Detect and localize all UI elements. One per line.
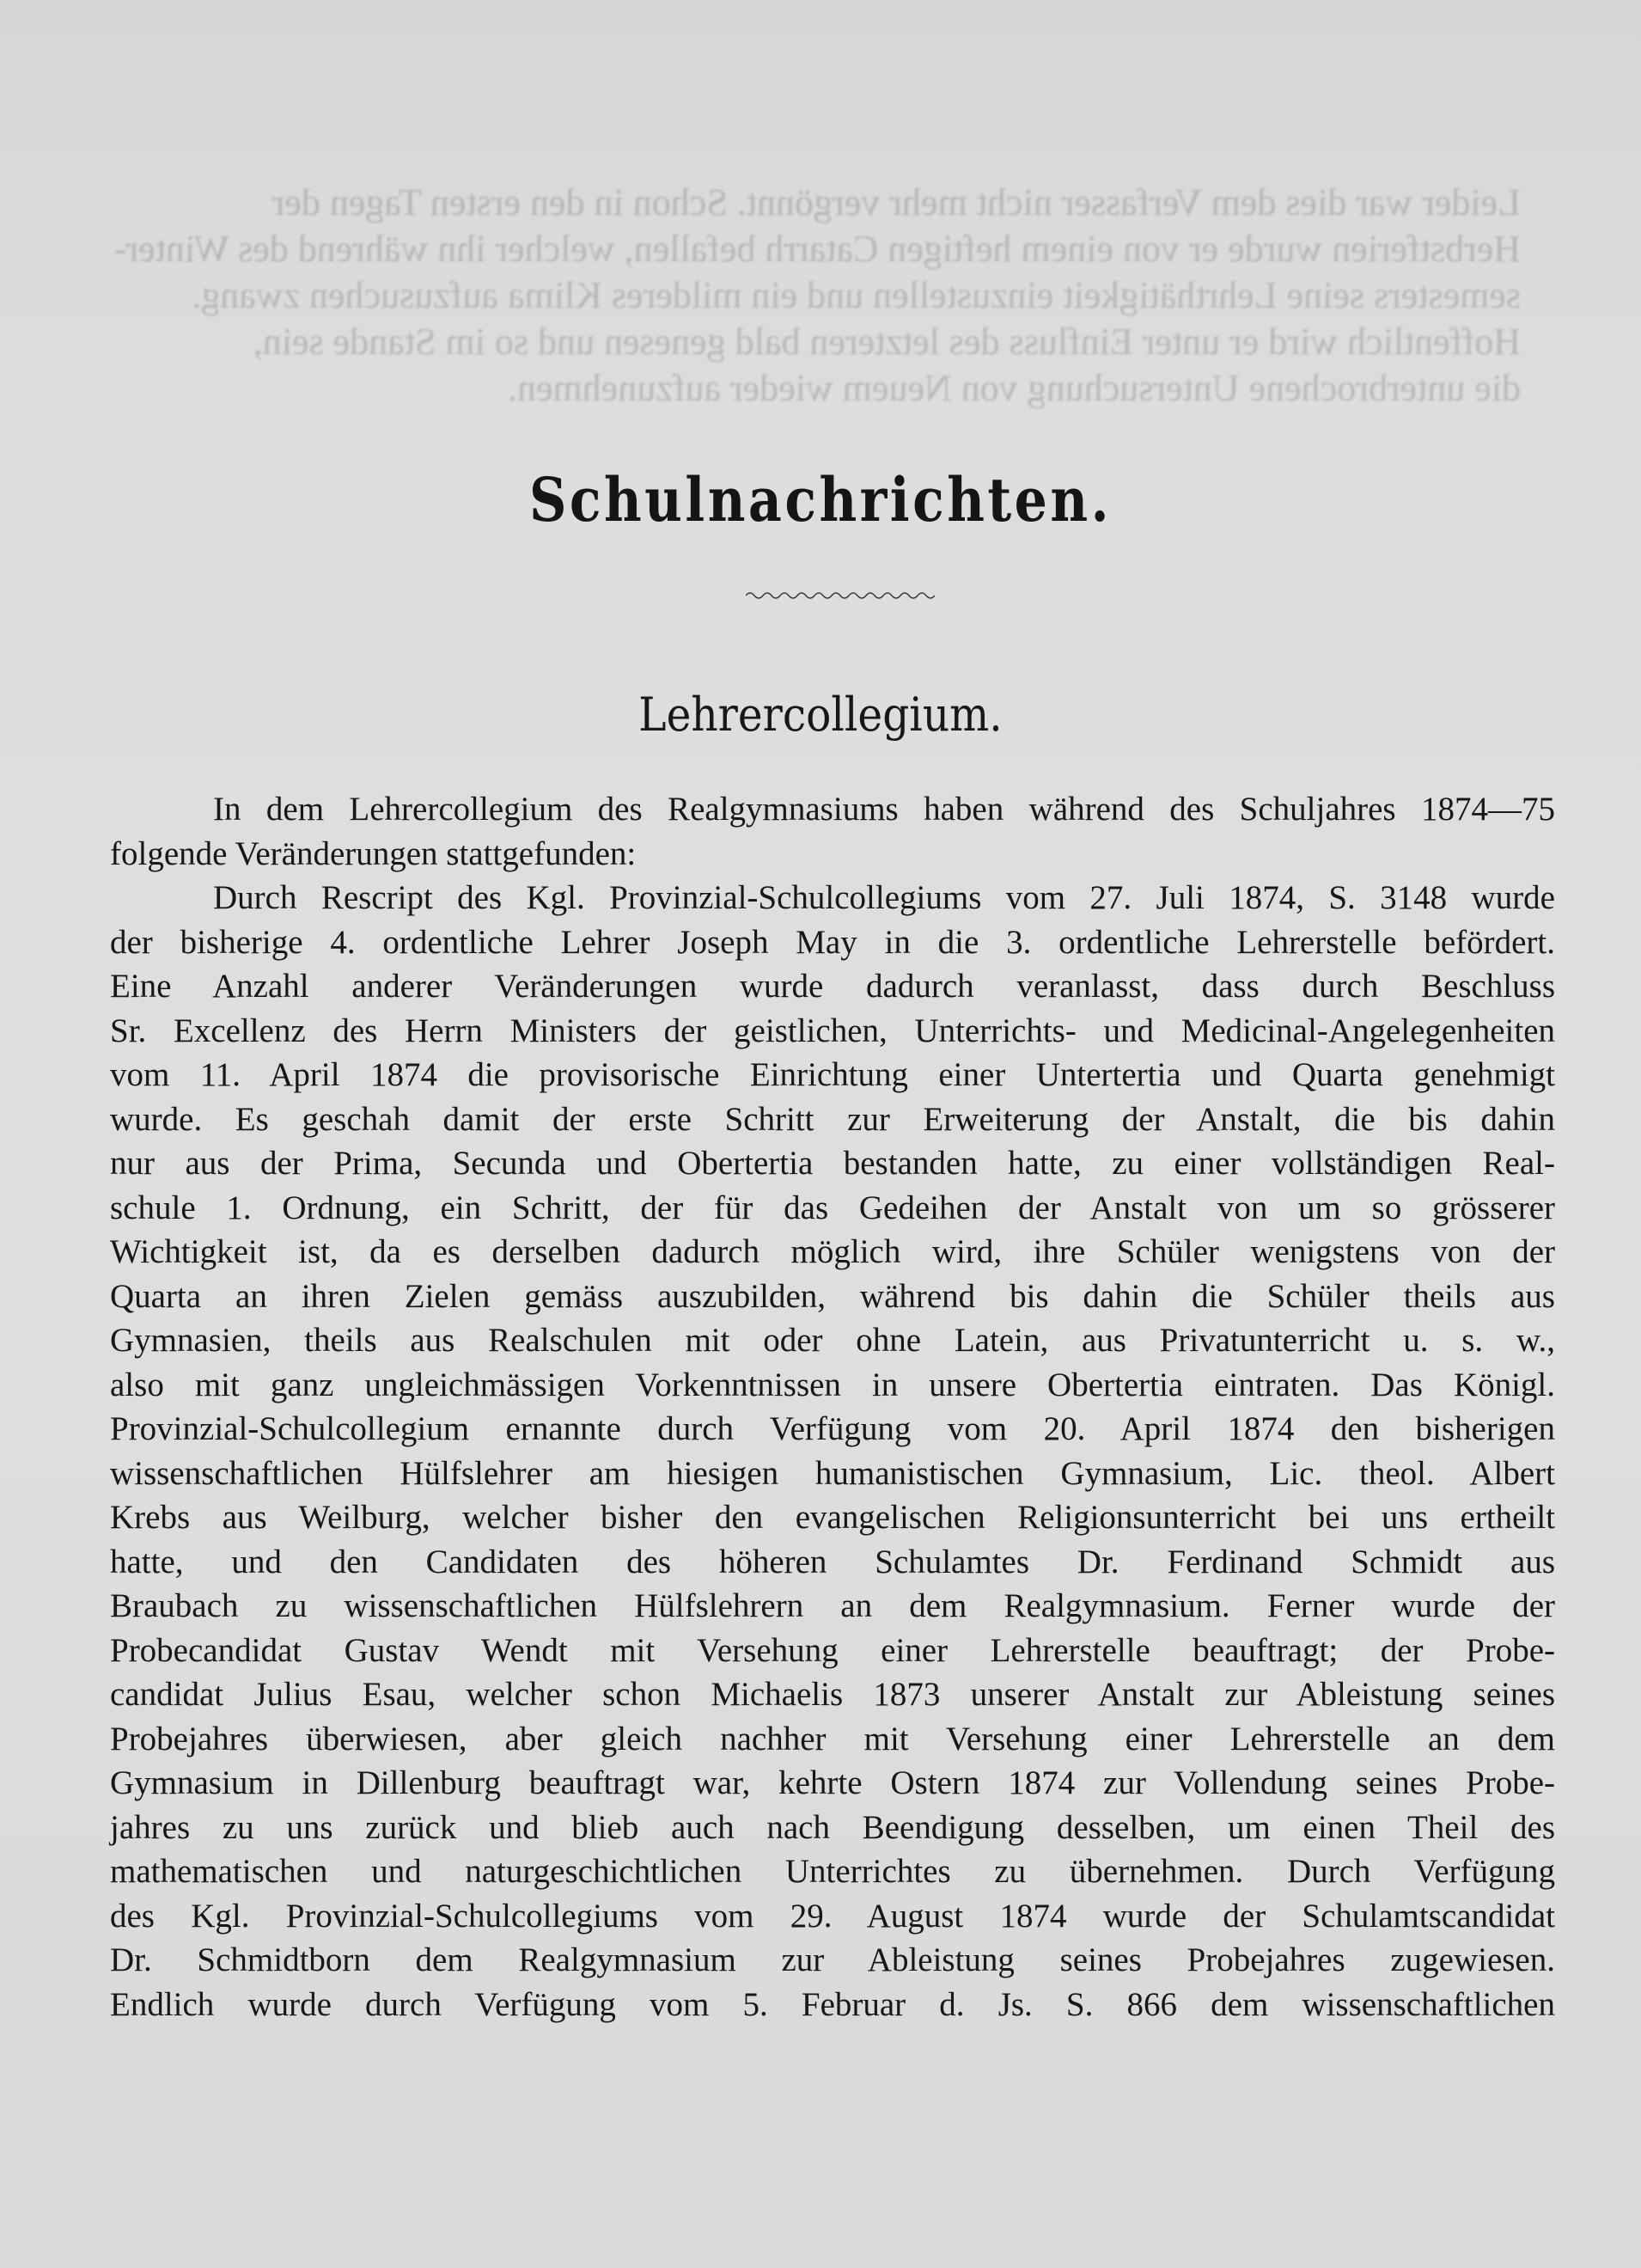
text-line: folgende Veränderungen stattgefunden: [110, 834, 637, 872]
text-line: vom 11. April 1874 die provisorische Einrichtung einer Untertertia und Quarta genehmigt [110, 1056, 1555, 1093]
text-line: Probejahres überwiesen, aber gleich nachher mit Versehung einer Lehrerstelle an dem [110, 1720, 1555, 1758]
text-line: candidat Julius Esau, welcher schon Michaelis 1873 unserer Anstalt zur Ableistung seines [110, 1676, 1555, 1713]
text-line: Durch Rescript des Kgl. Provinzial-Schulcollegiums vom 27. Juli 1874, S. 3148 wurde [213, 879, 1555, 916]
text-line: wissenschaftlichen Hülfslehrer am hiesigen humanistischen Gymnasium, Lic. theol. Albert [110, 1454, 1555, 1492]
text-line: Gymnasium in Dillenburg beauftragt war, kehrte Ostern 1874 zur Vollendung seines Probe- [110, 1764, 1555, 1801]
text-line: Sr. Excellenz des Herrn Ministers der geistlichen, Unterrichts- und Medicinal-Angelegenheiten [110, 1012, 1555, 1049]
text-line: Braubach zu wissenschaftlichen Hülfslehrern an dem Realgymnasium. Ferner wurde der [110, 1587, 1555, 1624]
text-line: Wichtigkeit ist, da es derselben dadurch möglich wird, ihre Schüler wenigstens von der [110, 1233, 1555, 1270]
text-line: jahres zu uns zurück und blieb auch nach Beendigung desselben, um einen Theil des [110, 1808, 1555, 1846]
text-line: Probecandidat Gustav Wendt mit Versehung einer Lehrerstelle beauftragt; der Probe- [110, 1631, 1555, 1669]
text-line: schule 1. Ordnung, ein Schritt, der für das Gedeihen der Anstalt von um so grösserer [110, 1189, 1555, 1226]
text-line: hatte, und den Candidaten des höheren Schulamtes Dr. Ferdinand Schmidt aus [110, 1543, 1555, 1580]
text-line: Quarta an ihren Zielen gemäss auszubilden, während bis dahin die Schüler theils aus [110, 1277, 1555, 1315]
text-line: nur aus der Prima, Secunda und Obertertia bestanden hatte, zu einer vollständigen Real- [110, 1145, 1555, 1182]
reverse-side-show-through: Leider war dies dem Verfasser nicht mehr vergönnt. Schon in den ersten Tagen der Herbstferien wurde er von einem heftigen Catarrh befallen, welcher ihn während des Winter- semesters seine Lehrthätigkeit einzustellen und ein milderes Klima aufzusuchen zwang. Hoffentlich wird er unter Einfluss des letzteren bald genesen und so im Stande sein, die unterbrochene Untersuchung von Neuem wieder aufzunehmen. [113, 181, 1521, 409]
text-line: Dr. Schmidtborn dem Realgymnasium zur Ableistung seines Probejahres zugewiesen. [110, 1941, 1555, 1978]
section-heading: Schulnachrichten. [528, 464, 1113, 535]
text-line: In dem Lehrercollegium des Realgymnasiums haben während des Schuljahres 1874—75 [213, 791, 1555, 828]
body-paragraph [110, 787, 1555, 2027]
text-line: Provinzial-Schulcollegium ernannte durch Verfügung vom 20. April 1874 den bisherigen [110, 1410, 1555, 1447]
text-line: Krebs aus Weilburg, welcher bisher den evangelischen Religionsunterricht bei uns ertheilt [110, 1499, 1555, 1536]
text-line: Endlich wurde durch Verfügung vom 5. Februar d. Js. S. 866 dem wissenschaftlichen [110, 1985, 1555, 2023]
text-line: Eine Anzahl anderer Veränderungen wurde dadurch veranlasst, dass durch Beschluss [110, 968, 1555, 1005]
subsection-heading: Lehrercollegium. [638, 688, 1003, 742]
wavy-rule-ornament [746, 590, 935, 602]
text-line: wurde. Es geschah damit der erste Schritt zur Erweiterung der Anstalt, die bis dahin [110, 1100, 1555, 1138]
text-line: des Kgl. Provinzial-Schulcollegiums vom 29. August 1874 wurde der Schulamtscandidat [110, 1897, 1555, 1935]
text-line: Gymnasien, theils aus Realschulen mit oder ohne Latein, aus Privatunterricht u. s. w., [110, 1322, 1555, 1359]
text-line: der bisherige 4. ordentliche Lehrer Joseph May in die 3. ordentliche Lehrerstelle befördert. [110, 923, 1555, 961]
text-line: mathematischen und naturgeschichtlichen Unterrichtes zu übernehmen. Durch Verfügung [110, 1853, 1555, 1890]
text-line: also mit ganz ungleichmässigen Vorkenntnissen in unsere Obertertia eintraten. Das Königl. [110, 1366, 1555, 1403]
